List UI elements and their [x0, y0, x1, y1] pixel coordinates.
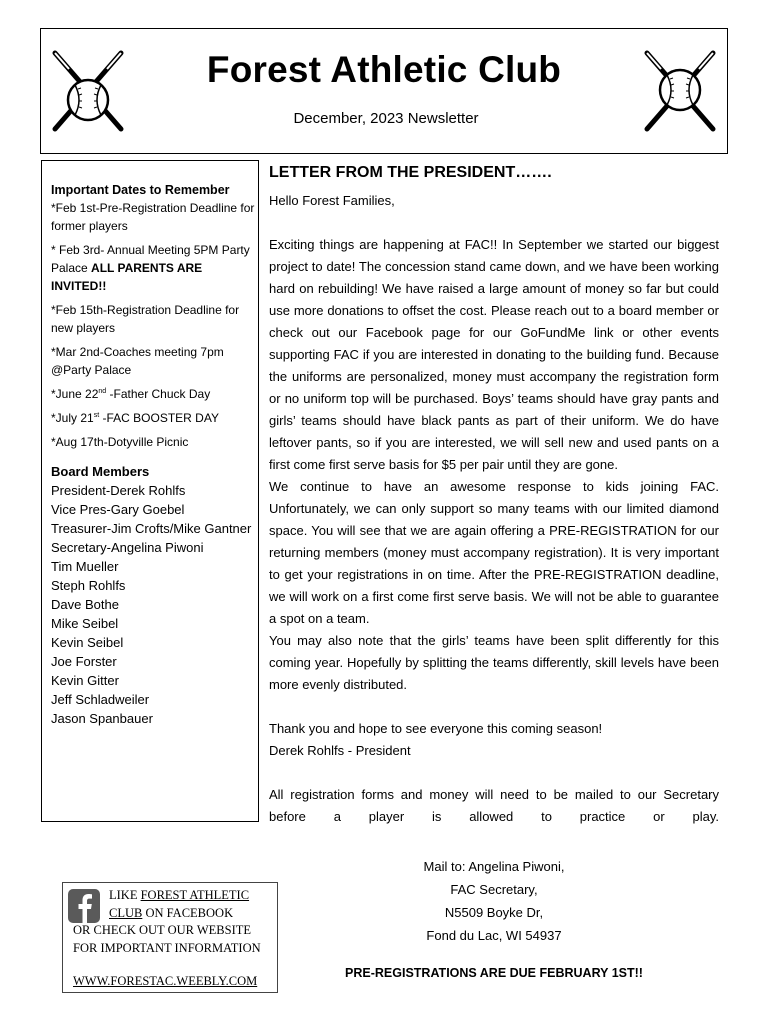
date-item: *Feb 15th-Registration Deadline for new players	[51, 303, 240, 335]
date-item: *June 22nd -Father Chuck Day	[51, 387, 211, 401]
website-link[interactable]: WWW.FORESTAC.WEEBLY.COM	[73, 974, 258, 988]
website-line: OR CHECK OUT OUR WEBSITE	[73, 923, 252, 937]
board-member: Dave Bothe	[51, 597, 119, 612]
club-link[interactable]: FOREST ATHLETIC	[140, 888, 250, 902]
facebook-icon[interactable]	[68, 889, 100, 923]
letter-thanks: Thank you and hope to see everyone this coming season!	[269, 721, 603, 736]
address-line: Mail to: Angelina Piwoni,	[423, 859, 565, 874]
mailing-address	[269, 855, 719, 947]
info-line: FOR IMPORTANT INFORMATION	[73, 941, 261, 955]
board-member: Jeff Schladweiler	[51, 692, 150, 707]
board-member: Tim Mueller	[51, 559, 119, 574]
board-member: Jason Spanbauer	[51, 711, 153, 726]
newsletter-subtitle: December, 2023 Newsletter	[293, 110, 479, 127]
registration-note: All registration forms and money will need to be mailed to our Secretary before a player is allowed to practice or play.	[269, 787, 719, 824]
board-member: Steph Rohlfs	[51, 578, 126, 593]
address-line: FAC Secretary,	[450, 882, 538, 897]
facebook-like-line: LIKE FOREST ATHLETIC	[109, 888, 250, 902]
newsletter-title: Forest Athletic Club	[206, 49, 562, 90]
letter-heading: LETTER FROM THE PRESIDENT…….	[269, 164, 552, 181]
newsletter-header	[40, 28, 728, 154]
club-link[interactable]: CLUB	[109, 906, 143, 920]
sidebar-box	[41, 160, 259, 822]
board-member: Treasurer-Jim Crofts/Mike Gantner	[51, 521, 252, 536]
date-item: *July 21st -FAC BOOSTER DAY	[51, 411, 219, 425]
important-dates-heading: Important Dates to Remember	[51, 183, 230, 197]
letter-signature: Derek Rohlfs - President	[269, 743, 411, 758]
letter-paragraph: Exciting things are happening at FAC!! In September we started our biggest project to date! The concession stand came down, and we have been working hard on rebuilding! We have raised a large amount of money so far but could use more donations to offset the cost. Please reach out to a board member or check out our Facebook page for our GoFundMe link or other events supporting FAC if you are interested in donating to the building fund. Because the uniforms are personalized, money must accompany the registration form or no uniform top will be purchased. Boys’ teams should have gray pants and girls’ teams should have black pants as part of their uniform. We do have leftover pants, so if you are interested, we will sell new and used pants on a first come first serve basis for $5 per pair until they are gone.	[269, 237, 719, 472]
board-member: Kevin Seibel	[51, 635, 124, 650]
facebook-promo-box	[62, 882, 278, 993]
date-item: *Mar 2nd-Coaches meeting 7pm @Party Palace	[51, 345, 224, 377]
president-letter	[269, 161, 719, 828]
baseball-crossed-bats-icon	[637, 45, 723, 135]
date-item: *Aug 17th-Dotyville Picnic	[51, 435, 189, 449]
board-member: Vice Pres-Gary Goebel	[51, 502, 185, 517]
letter-paragraph: You may also note that the girls’ teams have been split differently for this coming year. Hopefully by splitting the teams differently, skill levels have been more evenly distributed.	[269, 633, 719, 692]
preregistration-due-notice: PRE-REGISTRATIONS ARE DUE FEBRUARY 1ST!!	[345, 966, 643, 980]
letter-greeting: Hello Forest Families,	[269, 193, 395, 208]
board-member: Secretary-Angelina Piwoni	[51, 540, 204, 555]
date-item: *Feb 1st-Pre-Registration Deadline for former players	[51, 201, 255, 233]
board-member: Mike Seibel	[51, 616, 119, 631]
board-member: Joe Forster	[51, 654, 117, 669]
letter-paragraph: We continue to have an awesome response to kids joining FAC. Unfortunately, we can only support so many teams with our limited diamond space. You will see that we are again offering a PRE-REGISTRATION for our returning members (money must accompany registration). It is very important to get your registrations in on time. After the PRE-REGISTRATION deadline, we will work on a first come first serve basis. We will not be able to guarantee a spot on a team.	[269, 479, 719, 626]
board-member: President-Derek Rohlfs	[51, 483, 186, 498]
address-line: Fond du Lac, WI 54937	[426, 928, 562, 943]
facebook-like-line: CLUB ON FACEBOOK	[109, 906, 234, 920]
address-line: N5509 Boyke Dr,	[444, 905, 544, 920]
board-members-heading: Board Members	[51, 464, 150, 479]
board-member: Kevin Gitter	[51, 673, 119, 688]
date-item: * Feb 3rd- Annual Meeting 5PM Party Palace ALL PARENTS ARE INVITED!!	[51, 243, 250, 293]
